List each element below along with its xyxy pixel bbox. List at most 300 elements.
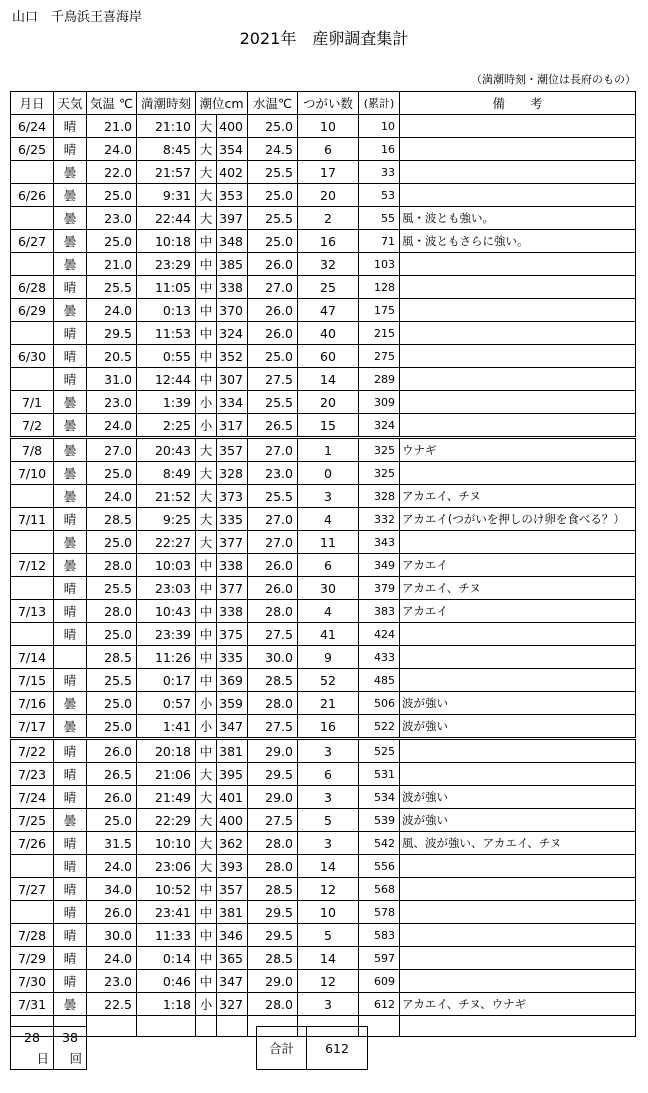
cell-tide-type: 中 [196, 924, 217, 947]
cell-water-temp: 25.5 [248, 161, 298, 184]
cell-remark [400, 462, 636, 485]
cell-remark [400, 299, 636, 322]
col-header-tide: 潮位cm [196, 92, 248, 115]
cell-pairs: 14 [298, 947, 359, 970]
cell-temp: 26.0 [87, 786, 137, 809]
cell-total: 525 [359, 739, 400, 763]
cell-remark [400, 276, 636, 299]
cell-temp: 25.0 [87, 623, 137, 646]
cell-time: 21:10 [137, 115, 196, 138]
table-row [11, 207, 636, 230]
table-row [11, 623, 636, 646]
cell-weather: 晴 [54, 115, 87, 138]
cell-tide-level: 370 [217, 299, 248, 322]
cell-date: 6/30 [11, 345, 54, 368]
cell-water-temp: 29.5 [248, 901, 298, 924]
cell-remark [400, 322, 636, 345]
cell-tide-type: 小 [196, 993, 217, 1016]
col-header-pairs: つがい数 [298, 92, 359, 115]
cell-weather: 曇 [54, 184, 87, 207]
cell-remark [400, 669, 636, 692]
cell-pairs: 6 [298, 763, 359, 786]
table-row [11, 669, 636, 692]
cell-tide-level: 397 [217, 207, 248, 230]
cell-date: 7/14 [11, 646, 54, 669]
cell-water-temp: 26.0 [248, 299, 298, 322]
cell-tide-level: 377 [217, 531, 248, 554]
cell-pairs: 2 [298, 207, 359, 230]
cell-water-temp: 28.0 [248, 855, 298, 878]
cell-water-temp: 27.0 [248, 508, 298, 531]
cell-weather: 晴 [54, 947, 87, 970]
table-row [11, 508, 636, 531]
cell-tide-level: 347 [217, 970, 248, 993]
cell-temp: 24.0 [87, 947, 137, 970]
times-count-unit: 回 [69, 1051, 82, 1066]
table-row [11, 230, 636, 253]
cell-temp: 28.5 [87, 508, 137, 531]
cell-pairs: 60 [298, 345, 359, 368]
cell-remark: 波が強い [400, 715, 636, 739]
cell-tide-type: 中 [196, 368, 217, 391]
cell-total: 531 [359, 763, 400, 786]
cell-time: 0:17 [137, 669, 196, 692]
cell-weather: 晴 [54, 786, 87, 809]
col-header-date: 月日 [11, 92, 54, 115]
cell-water-temp: 27.5 [248, 809, 298, 832]
cell-pairs: 11 [298, 531, 359, 554]
cell-water-temp: 30.0 [248, 646, 298, 669]
cell-temp: 24.0 [87, 414, 137, 438]
cell-pairs: 10 [298, 115, 359, 138]
cell-total: 383 [359, 600, 400, 623]
col-header-weather: 天気 [54, 92, 87, 115]
cell-water-temp: 28.5 [248, 669, 298, 692]
cell-water-temp: 25.5 [248, 485, 298, 508]
cell-water-temp: 25.5 [248, 391, 298, 414]
cell-remark: アカエイ、チヌ [400, 577, 636, 600]
cell-weather: 晴 [54, 878, 87, 901]
cell-pairs: 6 [298, 554, 359, 577]
cell-tide-level: 400 [217, 809, 248, 832]
cell-weather: 曇 [54, 253, 87, 276]
cell-tide-level: 377 [217, 577, 248, 600]
cell-remark [400, 855, 636, 878]
cell-total: 16 [359, 138, 400, 161]
cell-pairs: 20 [298, 184, 359, 207]
cell-date: 7/8 [11, 438, 54, 462]
table-row [11, 462, 636, 485]
cell-total: 506 [359, 692, 400, 715]
cell-temp: 27.0 [87, 438, 137, 462]
cell-weather: 晴 [54, 832, 87, 855]
cell-weather: 曇 [54, 715, 87, 739]
cell-date [11, 207, 54, 230]
cell-tide-type: 大 [196, 485, 217, 508]
cell-date: 6/26 [11, 184, 54, 207]
cell-total: 325 [359, 438, 400, 462]
cell-temp: 25.0 [87, 809, 137, 832]
cell-water-temp: 25.0 [248, 184, 298, 207]
cell-weather: 曇 [54, 485, 87, 508]
cell-date: 7/11 [11, 508, 54, 531]
cell-date: 7/13 [11, 600, 54, 623]
cell-remark: アカエイ [400, 600, 636, 623]
table-row [11, 391, 636, 414]
cell-remark [400, 531, 636, 554]
cell-total: 583 [359, 924, 400, 947]
cell-temp: 24.0 [87, 299, 137, 322]
cell-date: 7/22 [11, 739, 54, 763]
cell-tide-type: 大 [196, 115, 217, 138]
cell-weather: 晴 [54, 970, 87, 993]
table-row [11, 115, 636, 138]
cell-water-temp: 25.0 [248, 345, 298, 368]
cell-tide-level: 362 [217, 832, 248, 855]
cell-date: 7/17 [11, 715, 54, 739]
table-row [11, 138, 636, 161]
table-row [11, 878, 636, 901]
survey-table [10, 91, 636, 1037]
table-row [11, 485, 636, 508]
cell-tide-level: 346 [217, 924, 248, 947]
cell-time: 9:25 [137, 508, 196, 531]
table-row [11, 554, 636, 577]
cell-weather: 晴 [54, 600, 87, 623]
cell-water-temp: 28.5 [248, 947, 298, 970]
cell-tide-type: 中 [196, 253, 217, 276]
cell-weather: 曇 [54, 207, 87, 230]
cell-total: 349 [359, 554, 400, 577]
cell-tide-type: 中 [196, 345, 217, 368]
cell-tide-type: 中 [196, 901, 217, 924]
table-row [11, 832, 636, 855]
cell-temp: 26.0 [87, 901, 137, 924]
cell-tide-type: 大 [196, 462, 217, 485]
cell-water-temp: 29.0 [248, 970, 298, 993]
cell-temp: 25.0 [87, 692, 137, 715]
cell-tide-type: 大 [196, 207, 217, 230]
cell-water-temp: 27.5 [248, 715, 298, 739]
col-header-time: 満潮時刻 [137, 92, 196, 115]
cell-remark [400, 414, 636, 438]
cell-total: 433 [359, 646, 400, 669]
cell-pairs: 0 [298, 462, 359, 485]
cell-date: 7/1 [11, 391, 54, 414]
cell-remark [400, 138, 636, 161]
cell-temp: 26.0 [87, 739, 137, 763]
cell-water-temp: 26.0 [248, 577, 298, 600]
cell-date [11, 855, 54, 878]
cell-weather: 曇 [54, 299, 87, 322]
cell-total: 578 [359, 901, 400, 924]
cell-temp: 21.0 [87, 115, 137, 138]
cell-water-temp: 28.0 [248, 692, 298, 715]
cell-tide-level: 353 [217, 184, 248, 207]
cell-tide-level: 369 [217, 669, 248, 692]
table-row [11, 763, 636, 786]
times-count-number: 38 [62, 1030, 78, 1045]
col-header-water: 水温℃ [248, 92, 298, 115]
cell-temp: 24.0 [87, 138, 137, 161]
cell-tide-level: 317 [217, 414, 248, 438]
cell-tide-level: 352 [217, 345, 248, 368]
cell-time: 8:49 [137, 462, 196, 485]
source-note: （満潮時刻・潮位は長府のもの） [471, 73, 636, 86]
cell-total: 609 [359, 970, 400, 993]
cell-weather: 晴 [54, 763, 87, 786]
cell-tide-level: 402 [217, 161, 248, 184]
cell-time: 11:53 [137, 322, 196, 345]
table-row [11, 345, 636, 368]
cell-pairs: 5 [298, 924, 359, 947]
cell-time: 2:25 [137, 414, 196, 438]
cell-pairs: 52 [298, 669, 359, 692]
cell-pairs: 32 [298, 253, 359, 276]
cell-weather: 晴 [54, 508, 87, 531]
table-row [11, 809, 636, 832]
cell-water-temp: 25.5 [248, 207, 298, 230]
cell-total: 10 [359, 115, 400, 138]
cell-tide-type: 大 [196, 161, 217, 184]
table-row [11, 692, 636, 715]
cell-tide-level: 334 [217, 391, 248, 414]
location-label: 山口 千鳥浜王喜海岸 [12, 10, 143, 25]
sum-label: 合計 [257, 1027, 307, 1070]
cell-temp: 20.5 [87, 345, 137, 368]
cell-pairs: 3 [298, 739, 359, 763]
cell-date: 7/30 [11, 970, 54, 993]
cell-remark: 風、波が強い、アカエイ、チヌ [400, 832, 636, 855]
cell-total: 128 [359, 276, 400, 299]
cell-tide-level: 381 [217, 901, 248, 924]
cell-time: 0:46 [137, 970, 196, 993]
cell-tide-level: 357 [217, 878, 248, 901]
cell-time: 8:45 [137, 138, 196, 161]
cell-tide-level: 335 [217, 508, 248, 531]
cell-remark [400, 184, 636, 207]
cell-tide-type: 小 [196, 391, 217, 414]
cell-tide-type: 大 [196, 438, 217, 462]
cell-weather: 曇 [54, 438, 87, 462]
cell-total: 53 [359, 184, 400, 207]
cell-time: 11:26 [137, 646, 196, 669]
cell-tide-type: 中 [196, 739, 217, 763]
cell-time: 22:29 [137, 809, 196, 832]
cell-date: 7/10 [11, 462, 54, 485]
cell-time: 0:13 [137, 299, 196, 322]
cell-time: 23:41 [137, 901, 196, 924]
cell-tide-type: 中 [196, 646, 217, 669]
cell-temp: 25.0 [87, 230, 137, 253]
cell-remark [400, 623, 636, 646]
cell-date: 7/2 [11, 414, 54, 438]
cell-total: 215 [359, 322, 400, 345]
cell-time: 23:39 [137, 623, 196, 646]
cell-weather: 曇 [54, 391, 87, 414]
cell-date [11, 322, 54, 345]
cell-weather: 晴 [54, 924, 87, 947]
cell-total: 568 [359, 878, 400, 901]
cell-pairs: 17 [298, 161, 359, 184]
cell-time: 22:44 [137, 207, 196, 230]
cell-temp: 31.5 [87, 832, 137, 855]
cell-temp: 28.0 [87, 600, 137, 623]
cell-tide-type: 小 [196, 692, 217, 715]
cell-tide-type: 大 [196, 786, 217, 809]
cell-weather: 曇 [54, 993, 87, 1016]
table-row [11, 531, 636, 554]
cell-date [11, 531, 54, 554]
cell-remark: 波が強い [400, 786, 636, 809]
cell-tide-type: 大 [196, 138, 217, 161]
days-count-number: 28 [24, 1030, 40, 1045]
cell-time: 21:06 [137, 763, 196, 786]
cell-tide-type: 大 [196, 508, 217, 531]
cell-time: 12:44 [137, 368, 196, 391]
cell-remark: 風・波とも強い。 [400, 207, 636, 230]
cell-tide-level: 373 [217, 485, 248, 508]
cell-total: 309 [359, 391, 400, 414]
cell-total: 175 [359, 299, 400, 322]
cell-empty [400, 1016, 636, 1037]
cell-remark [400, 924, 636, 947]
cell-total: 522 [359, 715, 400, 739]
cell-tide-type: 大 [196, 832, 217, 855]
cell-tide-type: 大 [196, 184, 217, 207]
cell-temp: 34.0 [87, 878, 137, 901]
cell-remark: 波が強い [400, 809, 636, 832]
cell-temp: 29.5 [87, 322, 137, 345]
cell-water-temp: 25.0 [248, 115, 298, 138]
cell-pairs: 16 [298, 230, 359, 253]
cell-tide-level: 307 [217, 368, 248, 391]
cell-tide-level: 328 [217, 462, 248, 485]
cell-tide-type: 中 [196, 276, 217, 299]
cell-pairs: 30 [298, 577, 359, 600]
cell-temp: 22.0 [87, 161, 137, 184]
cell-date: 7/29 [11, 947, 54, 970]
cell-weather: 晴 [54, 855, 87, 878]
cell-date [11, 623, 54, 646]
cell-time: 10:52 [137, 878, 196, 901]
cell-weather: 曇 [54, 161, 87, 184]
cell-time: 23:06 [137, 855, 196, 878]
cell-remark: アカエイ [400, 554, 636, 577]
cell-remark: アカエイ(つがいを押しのけ卵を食べる？） [400, 508, 636, 531]
cell-water-temp: 29.0 [248, 786, 298, 809]
cell-total: 55 [359, 207, 400, 230]
cell-weather: 曇 [54, 692, 87, 715]
cell-tide-level: 381 [217, 739, 248, 763]
cell-date: 7/15 [11, 669, 54, 692]
cell-temp: 25.5 [87, 577, 137, 600]
summary-table [10, 1026, 368, 1070]
table-row [11, 924, 636, 947]
cell-time: 21:49 [137, 786, 196, 809]
cell-remark [400, 253, 636, 276]
cell-time: 21:57 [137, 161, 196, 184]
cell-tide-level: 348 [217, 230, 248, 253]
cell-water-temp: 24.5 [248, 138, 298, 161]
table-row [11, 715, 636, 739]
cell-temp: 25.0 [87, 531, 137, 554]
cell-time: 11:05 [137, 276, 196, 299]
cell-pairs: 1 [298, 438, 359, 462]
cell-date [11, 253, 54, 276]
cell-water-temp: 28.0 [248, 600, 298, 623]
cell-date: 7/26 [11, 832, 54, 855]
cell-date [11, 901, 54, 924]
cell-pairs: 14 [298, 368, 359, 391]
cell-date: 6/24 [11, 115, 54, 138]
cell-water-temp: 26.0 [248, 253, 298, 276]
cell-tide-type: 中 [196, 554, 217, 577]
table-row [11, 855, 636, 878]
table-row [11, 947, 636, 970]
cell-temp: 28.5 [87, 646, 137, 669]
cell-remark: アカエイ、チヌ、ウナギ [400, 993, 636, 1016]
table-row [11, 276, 636, 299]
cell-pairs: 3 [298, 993, 359, 1016]
col-header-remark: 備 考 [400, 92, 636, 115]
cell-tide-type: 中 [196, 878, 217, 901]
cell-total: 534 [359, 786, 400, 809]
cell-temp: 24.0 [87, 855, 137, 878]
cell-tide-level: 393 [217, 855, 248, 878]
cell-time: 10:18 [137, 230, 196, 253]
cell-tide-level: 354 [217, 138, 248, 161]
cell-water-temp: 28.0 [248, 993, 298, 1016]
cell-temp: 28.0 [87, 554, 137, 577]
cell-temp: 25.5 [87, 276, 137, 299]
cell-remark [400, 345, 636, 368]
cell-date [11, 485, 54, 508]
cell-remark [400, 391, 636, 414]
cell-water-temp: 27.0 [248, 276, 298, 299]
table-row [11, 184, 636, 207]
cell-tide-type: 中 [196, 322, 217, 345]
cell-temp: 25.0 [87, 184, 137, 207]
cell-tide-type: 大 [196, 531, 217, 554]
cell-water-temp: 28.5 [248, 878, 298, 901]
cell-total: 597 [359, 947, 400, 970]
cell-tide-level: 327 [217, 993, 248, 1016]
table-row [11, 299, 636, 322]
cell-tide-level: 395 [217, 763, 248, 786]
page-title: 2021年 産卵調査集計 [239, 29, 409, 48]
cell-tide-level: 338 [217, 600, 248, 623]
table-header-row [11, 92, 636, 115]
cell-pairs: 4 [298, 600, 359, 623]
cell-remark [400, 368, 636, 391]
sum-value: 612 [307, 1027, 368, 1070]
cell-remark: ウナギ [400, 438, 636, 462]
cell-total: 539 [359, 809, 400, 832]
cell-date: 7/24 [11, 786, 54, 809]
days-count [11, 1027, 54, 1070]
cell-weather: 晴 [54, 739, 87, 763]
summary-spacer [87, 1027, 257, 1070]
cell-weather: 曇 [54, 230, 87, 253]
cell-remark [400, 901, 636, 924]
cell-tide-type: 中 [196, 623, 217, 646]
cell-time: 20:43 [137, 438, 196, 462]
cell-tide-type: 大 [196, 855, 217, 878]
cell-date: 7/27 [11, 878, 54, 901]
table-row [11, 438, 636, 462]
cell-weather: 晴 [54, 138, 87, 161]
